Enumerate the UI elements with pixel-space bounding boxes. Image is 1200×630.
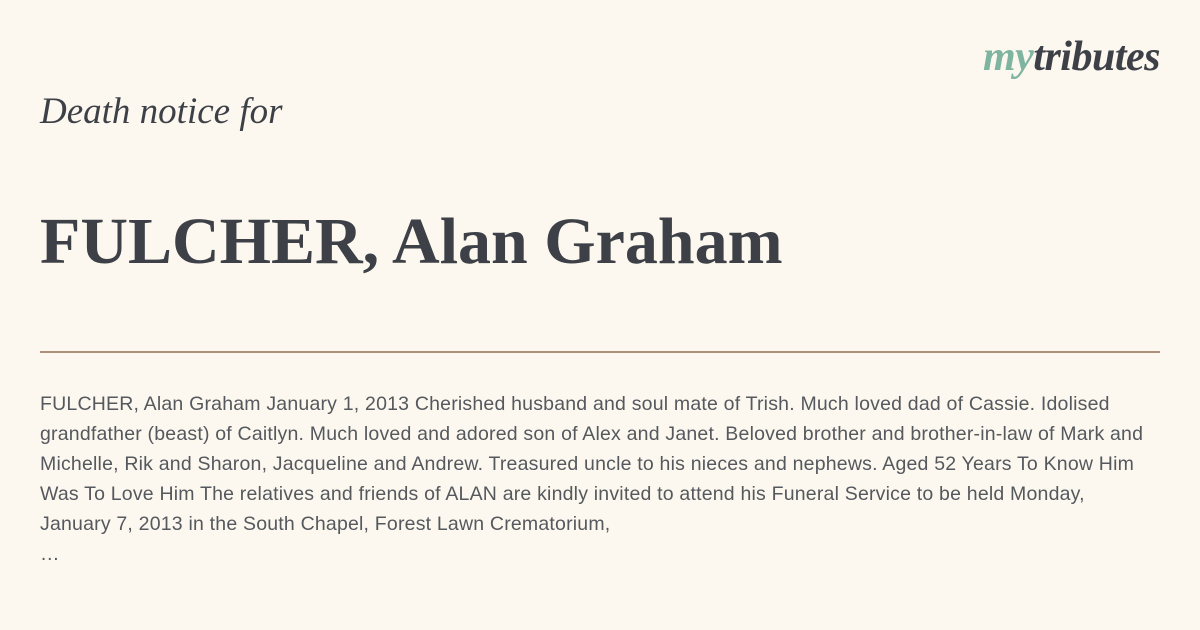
mytributes-logo[interactable] [983,36,1160,78]
logo-suffix: tributes [1033,34,1160,80]
deceased-name-heading: FULCHER, Alan Graham [40,205,783,278]
notice-body [40,389,1154,569]
logo-prefix: my [982,34,1034,80]
death-notice-eyebrow: Death notice for [40,91,283,132]
divider-line [40,351,1160,353]
truncation-ellipsis: … [40,543,60,565]
notice-text: FULCHER, Alan Graham January 1, 2013 Cherished husband and soul mate of Trish. Much loved dad of Cassie. Idolised grandfather (beast) of Caitlyn. Much loved and adored son of Alex and Janet. Beloved brother and brother-in-law of Mark and Michelle, Rik and Sharon, Jacqueline and Andrew. Treasured uncle to his nieces and nephews. Aged 52 Years To Know Him Was To Love Him The relatives and friends of ALAN are kindly invited to attend his Funeral Service to be held Monday, January 7, 2013 in the South Chapel, Forest Lawn Crematorium, [40,393,1144,535]
